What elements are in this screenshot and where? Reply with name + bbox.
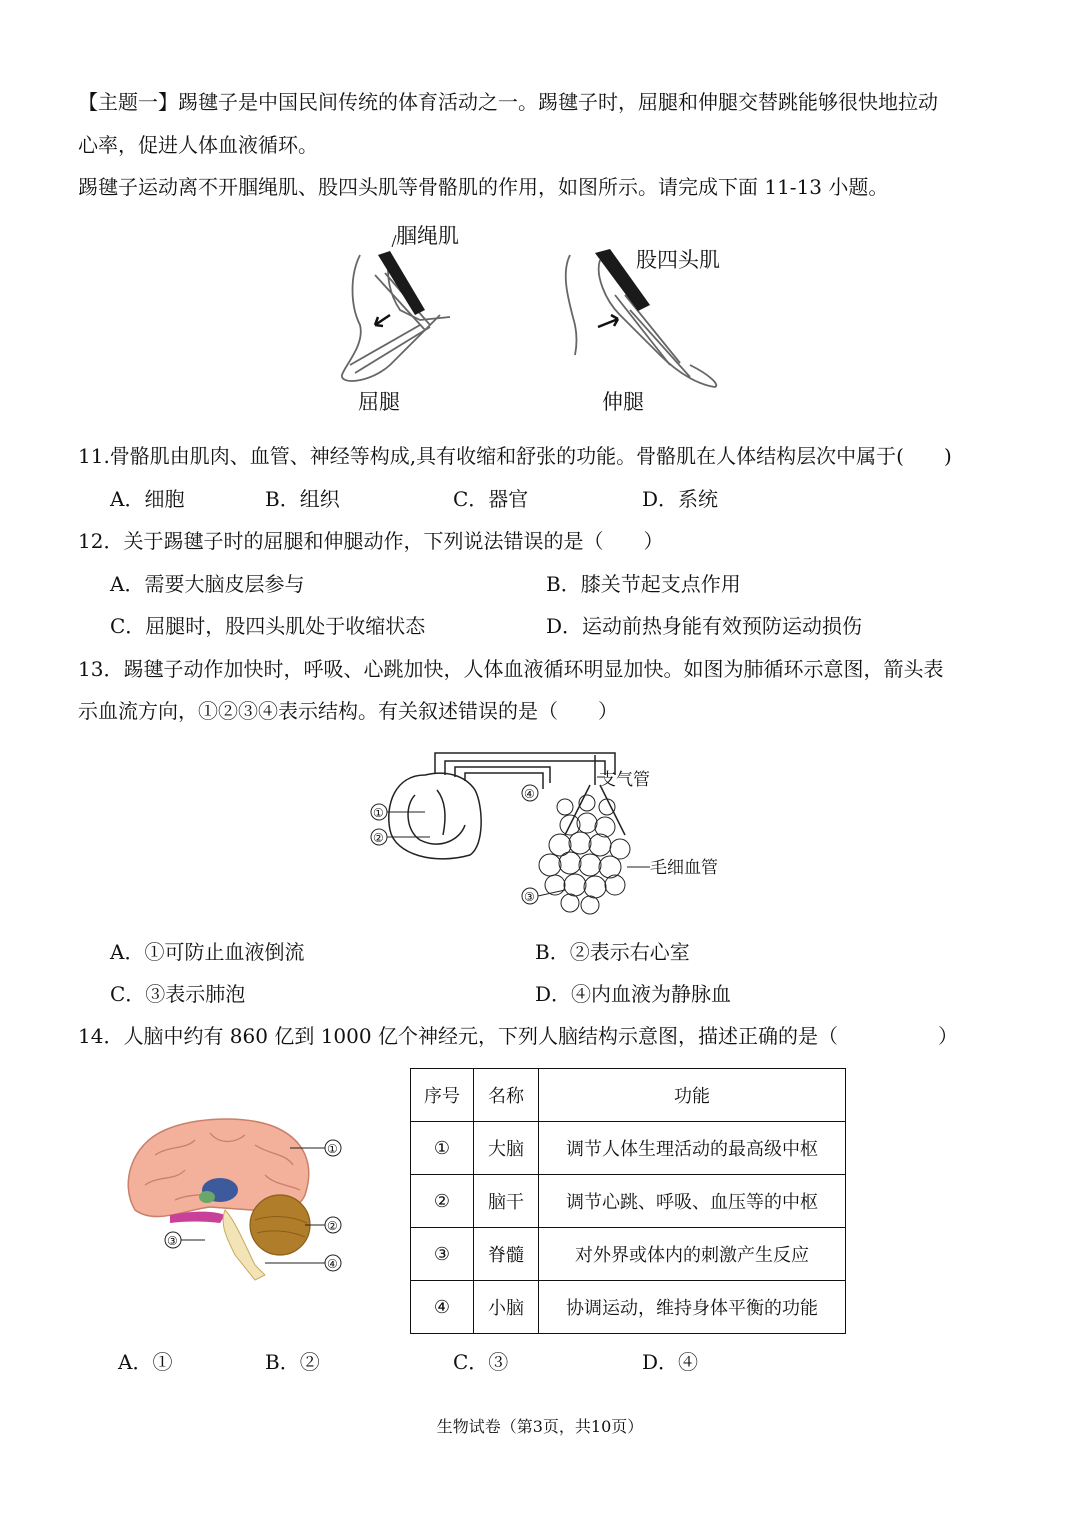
q12-option-a: A．需要大脑皮层参与 (110, 572, 305, 596)
table-cell: 协调运动，维持身体平衡的功能 (539, 1281, 846, 1334)
table-cell: 脊髓 (474, 1228, 539, 1281)
lung-marker-3: ③ (524, 890, 535, 904)
brain-marker-1: ① (327, 1142, 338, 1156)
brain-marker-2: ② (327, 1219, 338, 1233)
bronchus-shape (565, 755, 625, 835)
table-cell: ② (411, 1175, 474, 1228)
lung-marker-4: ④ (524, 787, 535, 801)
header-function: 功能 (539, 1069, 846, 1122)
table-cell: 对外界或体内的刺激产生反应 (539, 1228, 846, 1281)
cerebellum-shape (250, 1195, 310, 1255)
q13-option-c: C．③表示肺泡 (110, 982, 246, 1006)
q12-stem: 12．关于踢毽子时的屈腿和伸腿动作，下列说法错误的是（ ） (78, 529, 664, 553)
brain-function-table (410, 1068, 846, 1334)
q13-option-b: B．②表示右心室 (535, 940, 690, 964)
alveoli-cluster (539, 795, 630, 914)
lung-marker-1: ① (373, 806, 384, 820)
table-cell: ① (411, 1122, 474, 1175)
table-row (411, 1122, 846, 1175)
q12-option-c: C．屈腿时，股四头肌处于收缩状态 (110, 614, 426, 638)
q11-option-d: D．系统 (642, 487, 719, 511)
table-cell: ④ (411, 1281, 474, 1334)
heart-outline (389, 773, 481, 859)
q13-stem-line-1: 13．踢毽子动作加快时，呼吸、心跳加快，人体血液循环明显加快。如图为肺循环示意图，箭头表 (78, 657, 944, 681)
q13-option-a: A．①可防止血液倒流 (110, 940, 305, 964)
table-cell: 小脑 (474, 1281, 539, 1334)
q11-option-b: B．组织 (265, 487, 340, 511)
q14-option-d: D．④ (642, 1350, 699, 1374)
bend-caption: 屈腿 (358, 390, 400, 414)
header-name: 名称 (474, 1069, 539, 1122)
hamstring-label: 腘绳肌 (396, 224, 459, 248)
table-row (411, 1175, 846, 1228)
table-cell: 调节心跳、呼吸、血压等的中枢 (539, 1175, 846, 1228)
table-cell: 大脑 (474, 1122, 539, 1175)
page-footer: 生物试卷（第3页，共10页） (436, 1417, 644, 1436)
stretch-arrow-icon (598, 315, 618, 327)
table-row (411, 1228, 846, 1281)
bend-arrow-icon (375, 315, 390, 326)
q14-stem: 14．人脑中约有 860 亿到 1000 亿个神经元，下列人脑结构示意图，描述正确的是（ ） (78, 1024, 958, 1048)
q11-stem: 11.骨骼肌由肌肉、血管、神经等构成,具有收缩和舒张的功能。骨骼肌在人体结构层次中属于( ) (78, 444, 952, 468)
table-cell: 调节人体生理活动的最高级中枢 (539, 1122, 846, 1175)
header-number: 序号 (411, 1069, 474, 1122)
q14-option-a: A．① (118, 1350, 173, 1374)
leg-muscle-figure (330, 215, 750, 420)
bronchus-label: 支气管 (599, 770, 650, 790)
q11-option-a: A．细胞 (110, 487, 185, 511)
q14-option-c: C．③ (453, 1350, 509, 1374)
intro-line-2: 心率，促进人体血液循环。 (78, 133, 318, 157)
q12-option-d: D．运动前热身能有效预防运动损伤 (546, 614, 863, 638)
q14-option-b: B．② (265, 1350, 320, 1374)
q11-option-c: C．器官 (453, 487, 529, 511)
straight-leg-drawing (566, 255, 717, 387)
q13-stem-line-2: 示血流方向，①②③④表示结构。有关叙述错误的是（ ） (78, 699, 618, 723)
stretch-caption: 伸腿 (602, 390, 644, 414)
table-row (411, 1281, 846, 1334)
lung-marker-2: ② (373, 831, 384, 845)
table-cell: 脑干 (474, 1175, 539, 1228)
brain-figure (115, 1115, 355, 1290)
capillary-label: 毛细血管 (650, 858, 718, 878)
brain-marker-3: ③ (167, 1234, 178, 1248)
pulmonary-circulation-figure (365, 745, 725, 920)
intro-line-1: 【主题一】踢毽子是中国民间传统的体育活动之一。踢毽子时，屈腿和伸腿交替跳能够很快地拉动 (78, 90, 938, 114)
quadriceps-label: 股四头肌 (636, 248, 720, 272)
q12-option-b: B．膝关节起支点作用 (546, 572, 741, 596)
intro-line-3: 踢毽子运动离不开腘绳肌、股四头肌等骨骼肌的作用，如图所示。请完成下面 11-13 小题。 (78, 175, 889, 199)
table-cell: ③ (411, 1228, 474, 1281)
table-header-row (411, 1069, 846, 1122)
q13-option-d: D．④内血液为静脉血 (535, 982, 732, 1006)
brain-marker-4: ④ (327, 1257, 338, 1271)
